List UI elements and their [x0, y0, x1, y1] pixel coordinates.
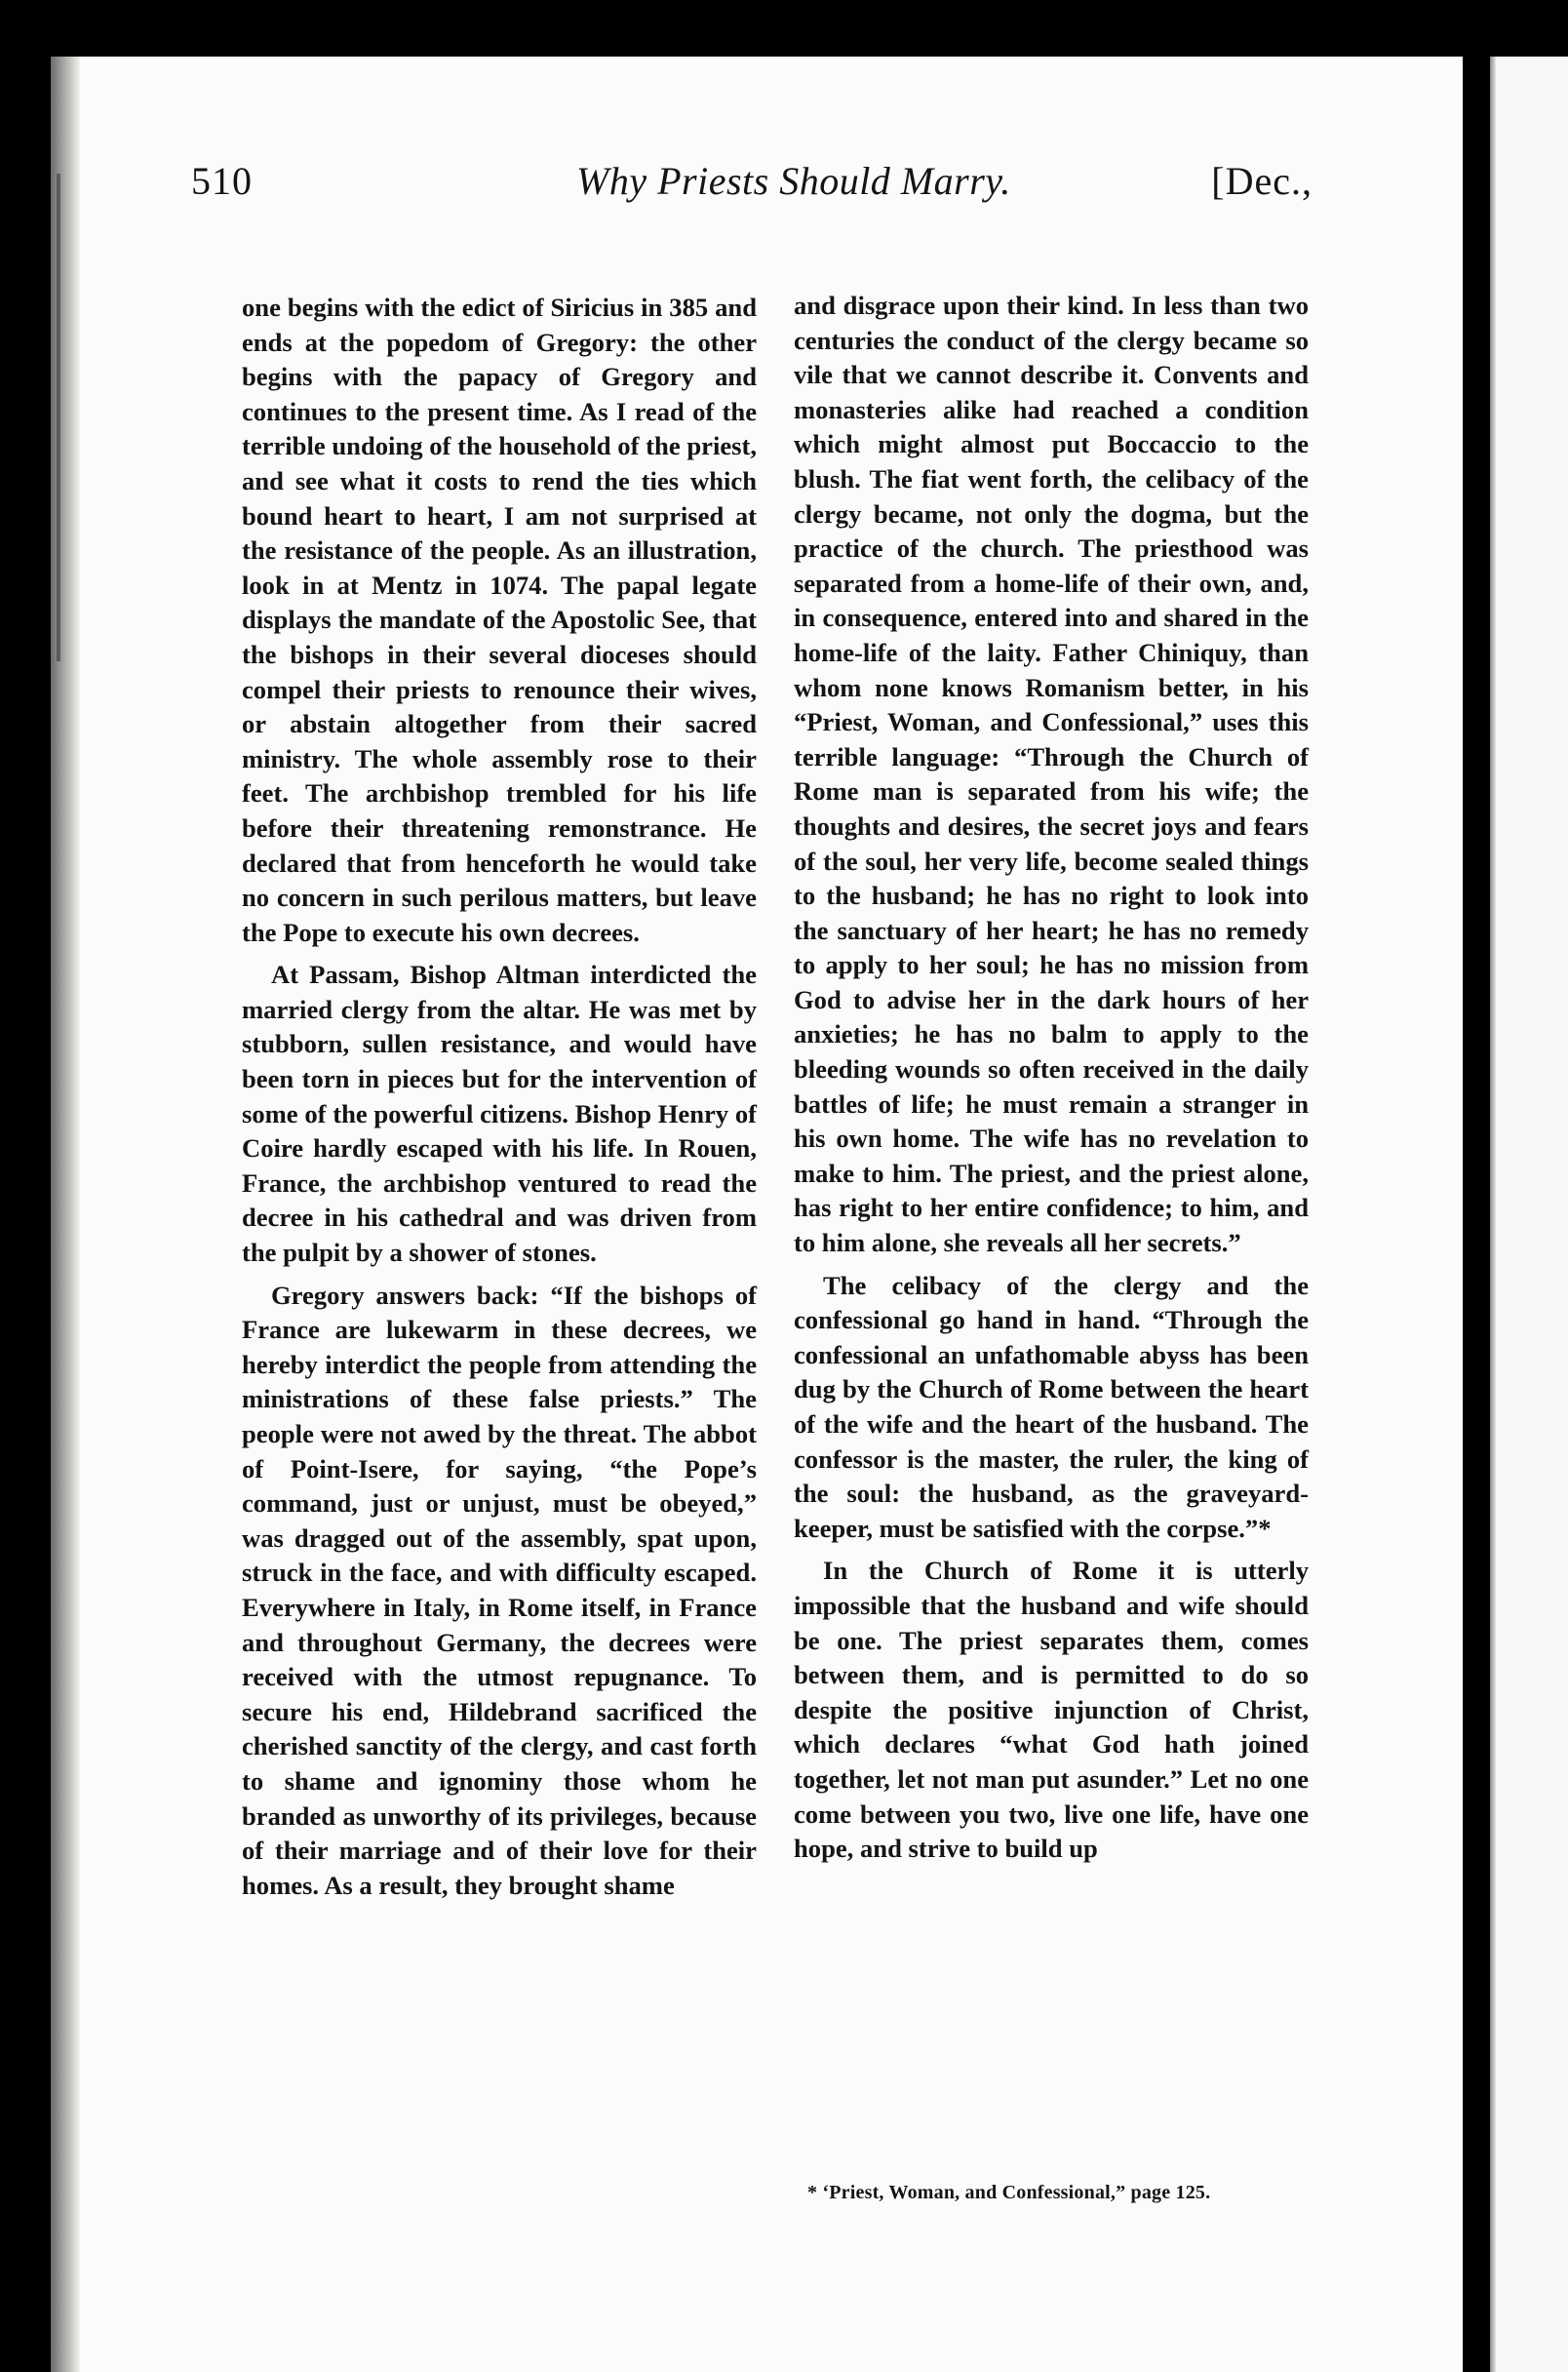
paragraph: Gregory answers back: “If the bishops of France are lukewarm in these decrees, we hereby interdict the people from attending the ministrations of these false priests.” The people were not awed by the threat. The abbot of Point-Isere, for saying, “the Pope’s command, just or unjust, must be obeyed,” was dragged out of the assembly, spat upon, struck in the face, and with difficulty escaped. Everywhere in Italy, in Rome itself, in France and throughout Germany, the decrees were received with the utmost repugnance. To secure his end, Hildebrand sacrificed the cherished sanctity of the clergy, and cast forth to shame and ignominy those whom he branded as unworthy of its privileges, because of their marriage and of their love for their homes. As a result, they brought shame — [242, 1280, 757, 1900]
issue-date-mark: [Dec., — [1211, 159, 1313, 203]
binding-mark — [57, 174, 60, 661]
page-number: 510 — [191, 159, 253, 203]
running-title: Why Priests Should Marry. — [576, 159, 1011, 203]
paragraph: In the Church of Rome it is utterly impossible that the husband and wife should be one. The priest separates them, comes between them, and is permitted to do so despite the positive injunction of Christ, which declares “what God hath joined together, let not man put asunder.” Let no one come between you two, live one life, have one hope, and strive to build up — [794, 1556, 1309, 1864]
paragraph: one begins with the edict of Siricius in 385 and ends at the popedom of Gregory: the other begins with the papacy of Gregory and continues to the present time. As I read of the terrible undoing of the household of the priest, and see what it costs to rend the ties which bound heart to heart, I am not surprised at the resistance of the people. As an illustration, look in at Mentz in 1074. The papal legate displays the mandate of the Apostolic See, that the bishops in their several dioceses should compel their priests to renounce their wives, or abstain altogether from their sacred ministry. The whole assembly rose to their feet. The archbishop trembled for his life before their threatening remonstrance. He declared that from henceforth he would take no concern in such perilous matters, but leave the Pope to execute his own decrees. — [242, 293, 757, 947]
paragraph: and disgrace upon their kind. In less than two centuries the conduct of the clergy became so vile that we cannot describe it. Convents and monasteries alike had reached a condition which might almost put Boccaccio to the blush. The fiat went forth, the celibacy of the clergy became, not only the dogma, but the practice of the church. The priesthood was separated from a home-life of their own, and, in consequence, entered into and shared in the home-life of the laity. Father Chiniquy, than whom none knows Romanism better, in his “Priest, Woman, and Confessional,” uses this terrible language: “Through the Church of Rome man is separated from his wife; the thoughts and desires, the secret joys and fears of the soul, her very life, become sealed things to the husband; he has no right to look into the sanctuary of her heart; he has no remedy to apply to her soul; he has no mission from God to advise her in the dark hours of her anxieties; he has no balm to apply to the bleeding wounds so often received in the daily battles of life; he must remain a stranger in his own home. The wife has no revelation to make to him. The priest, and the priest alone, has right to her entire confidence; to him, and to him alone, she reveals all her secrets.” — [794, 291, 1309, 1258]
paragraph: The celibacy of the clergy and the confessional go hand in hand. “Through the confessional an unfathomable abyss has been dug by the Church of Rome between the heart of the wife and the heart of the husband. The confessor is the master, the ruler, the king of the soul: the husband, as the graveyard-keeper, must be satisfied with the corpse.”* — [794, 1270, 1309, 1543]
facing-page-shadow — [1490, 57, 1496, 2372]
scan-border-top — [0, 0, 1568, 59]
footnote: * ‘Priest, Woman, and Confessional,” page 125. — [807, 2182, 1211, 2203]
running-header — [191, 158, 1313, 217]
facing-page-edge — [1490, 57, 1568, 2372]
left-column — [242, 291, 757, 1903]
page-spine-shadow — [51, 57, 80, 2372]
scan-gutter — [1463, 0, 1490, 2372]
right-column — [794, 289, 1309, 1867]
paragraph: At Passam, Bishop Altman interdicted the married clergy from the altar. He was met by stubborn, sullen resistance, and would have been torn in pieces but for the intervention of some of the powerful citizens. Bishop Henry of Coire hardly escaped with his life. In Rouen, France, the archbishop ventured to read the decree in his cathedral and was driven from the pulpit by a shower of stones. — [242, 960, 757, 1268]
